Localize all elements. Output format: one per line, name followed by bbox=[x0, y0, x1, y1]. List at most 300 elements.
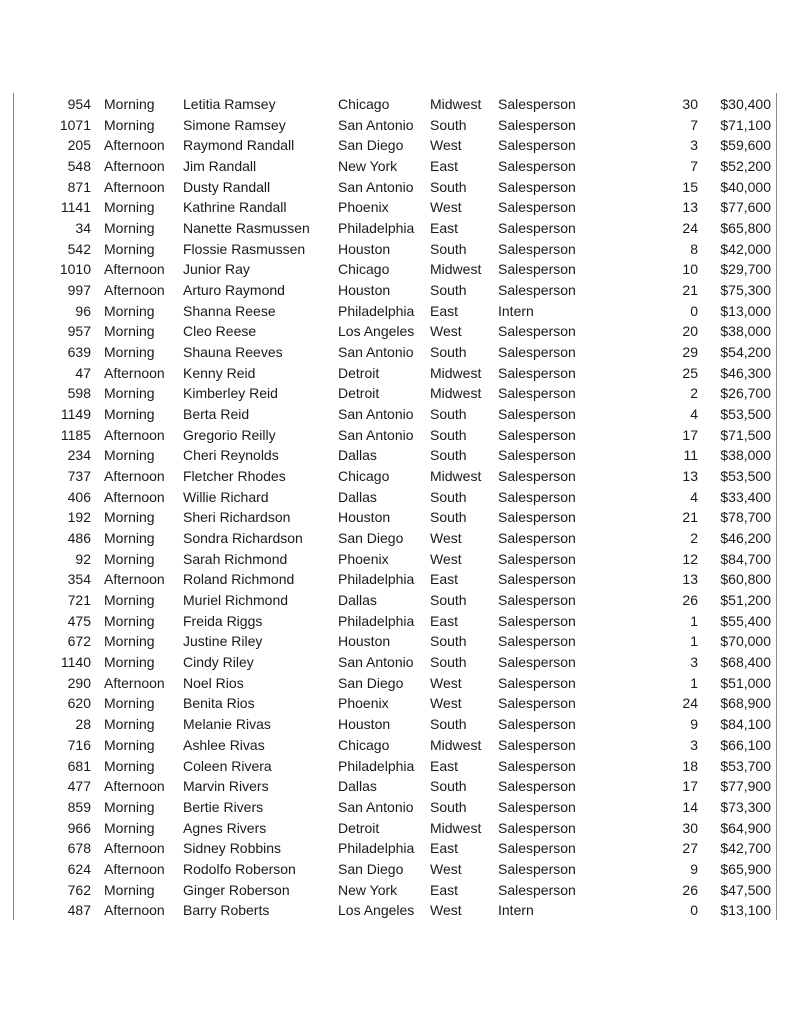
salary-cell: $54,200 bbox=[720, 344, 771, 361]
salary-cell: $29,700 bbox=[720, 261, 771, 278]
shift-cell: Afternoon bbox=[104, 364, 165, 381]
employee-name-cell: Agnes Rivers bbox=[183, 819, 267, 836]
salary-cell: $71,500 bbox=[720, 426, 771, 443]
employee-name-cell: Fletcher Rhodes bbox=[183, 468, 286, 485]
role-cell: Salesperson bbox=[498, 695, 576, 712]
city-cell: Houston bbox=[338, 282, 391, 299]
city-cell: San Antonio bbox=[338, 426, 414, 443]
role-cell: Salesperson bbox=[498, 798, 576, 815]
role-cell: Salesperson bbox=[498, 116, 576, 133]
salary-cell: $60,800 bbox=[720, 571, 771, 588]
region-cell: South bbox=[430, 240, 467, 257]
region-cell: South bbox=[430, 592, 467, 609]
city-cell: Detroit bbox=[338, 364, 380, 381]
years-cell: 21 bbox=[682, 509, 698, 526]
years-cell: 20 bbox=[682, 323, 698, 340]
shift-cell: Morning bbox=[104, 530, 155, 547]
shift-cell: Morning bbox=[104, 695, 155, 712]
city-cell: San Antonio bbox=[338, 178, 414, 195]
shift-cell: Morning bbox=[104, 881, 155, 898]
years-cell: 17 bbox=[682, 426, 698, 443]
city-cell: Los Angeles bbox=[338, 323, 415, 340]
city-cell: San Antonio bbox=[338, 344, 414, 361]
employee-name-cell: Cleo Reese bbox=[183, 323, 257, 340]
region-cell: South bbox=[430, 509, 467, 526]
employee-id-cell: 871 bbox=[67, 178, 91, 195]
shift-cell: Morning bbox=[104, 819, 155, 836]
employee-id-cell: 598 bbox=[67, 385, 91, 402]
city-cell: New York bbox=[338, 881, 398, 898]
region-cell: South bbox=[430, 447, 467, 464]
role-cell: Salesperson bbox=[498, 716, 576, 733]
city-cell: Philadelphia bbox=[338, 220, 415, 237]
region-cell: West bbox=[430, 860, 462, 877]
role-cell: Salesperson bbox=[498, 199, 576, 216]
city-cell: Detroit bbox=[338, 385, 380, 402]
salary-cell: $40,000 bbox=[720, 178, 771, 195]
role-cell: Salesperson bbox=[498, 344, 576, 361]
salary-cell: $68,400 bbox=[720, 654, 771, 671]
role-cell: Salesperson bbox=[498, 819, 576, 836]
employee-id-cell: 1071 bbox=[59, 116, 91, 133]
employee-name-cell: Sidney Robbins bbox=[183, 840, 282, 857]
city-cell: Houston bbox=[338, 633, 391, 650]
shift-cell: Morning bbox=[104, 116, 155, 133]
table-row bbox=[0, 156, 791, 177]
years-cell: 27 bbox=[682, 840, 698, 857]
employee-id-cell: 1010 bbox=[59, 261, 91, 278]
table-row bbox=[0, 611, 791, 632]
table-row bbox=[0, 259, 791, 280]
shift-cell: Afternoon bbox=[104, 178, 165, 195]
employee-name-cell: Coleen Rivera bbox=[183, 757, 272, 774]
salary-cell: $55,400 bbox=[720, 612, 771, 629]
employee-id-cell: 234 bbox=[67, 447, 91, 464]
region-cell: Midwest bbox=[430, 96, 482, 112]
employee-id-cell: 205 bbox=[67, 137, 91, 154]
role-cell: Intern bbox=[498, 302, 534, 319]
years-cell: 0 bbox=[690, 902, 698, 919]
salary-cell: $66,100 bbox=[720, 736, 771, 753]
table-row bbox=[0, 342, 791, 363]
employee-name-cell: Gregorio Reilly bbox=[183, 426, 276, 443]
employee-id-cell: 1185 bbox=[60, 426, 91, 443]
shift-cell: Morning bbox=[104, 757, 155, 774]
salary-cell: $51,000 bbox=[720, 674, 771, 691]
employee-name-cell: Ginger Roberson bbox=[183, 881, 290, 898]
region-cell: South bbox=[430, 344, 467, 361]
salary-cell: $84,100 bbox=[720, 716, 771, 733]
table-row bbox=[0, 466, 791, 487]
salary-cell: $13,100 bbox=[720, 902, 771, 919]
shift-cell: Morning bbox=[104, 447, 155, 464]
employee-id-cell: 92 bbox=[75, 550, 91, 567]
role-cell: Salesperson bbox=[498, 530, 576, 547]
shift-cell: Afternoon bbox=[104, 674, 165, 691]
table-row bbox=[0, 507, 791, 528]
role-cell: Salesperson bbox=[498, 778, 576, 795]
table-row bbox=[0, 569, 791, 590]
region-cell: South bbox=[430, 654, 467, 671]
salary-cell: $73,300 bbox=[720, 798, 771, 815]
role-cell: Salesperson bbox=[498, 550, 576, 567]
city-cell: Philadelphia bbox=[338, 840, 415, 857]
years-cell: 17 bbox=[682, 778, 698, 795]
shift-cell: Morning bbox=[104, 344, 155, 361]
years-cell: 21 bbox=[682, 282, 698, 299]
years-cell: 14 bbox=[682, 798, 698, 815]
salary-cell: $38,000 bbox=[720, 323, 771, 340]
employee-name-cell: Nanette Rasmussen bbox=[183, 220, 310, 237]
table-row bbox=[0, 714, 791, 735]
employee-id-cell: 1140 bbox=[60, 654, 91, 671]
shift-cell: Morning bbox=[104, 550, 155, 567]
employee-id-cell: 28 bbox=[75, 716, 91, 733]
region-cell: South bbox=[430, 406, 467, 423]
region-cell: South bbox=[430, 426, 467, 443]
role-cell: Salesperson bbox=[498, 674, 576, 691]
years-cell: 30 bbox=[682, 819, 698, 836]
region-cell: South bbox=[430, 716, 467, 733]
salary-cell: $13,000 bbox=[720, 302, 771, 319]
salary-cell: $46,300 bbox=[720, 364, 771, 381]
region-cell: Midwest bbox=[430, 468, 482, 485]
employee-name-cell: Benita Rios bbox=[183, 695, 255, 712]
salary-cell: $38,000 bbox=[720, 447, 771, 464]
shift-cell: Morning bbox=[104, 220, 155, 237]
city-cell: San Diego bbox=[338, 674, 404, 691]
region-cell: Midwest bbox=[430, 736, 482, 753]
table-row bbox=[0, 425, 791, 446]
table-row bbox=[0, 859, 791, 880]
role-cell: Salesperson bbox=[498, 612, 576, 629]
employee-name-cell: Bertie Rivers bbox=[183, 798, 264, 815]
shift-cell: Afternoon bbox=[104, 778, 165, 795]
region-cell: Midwest bbox=[430, 364, 482, 381]
shift-cell: Morning bbox=[104, 633, 155, 650]
region-cell: South bbox=[430, 778, 467, 795]
employee-name-cell: Freida Riggs bbox=[183, 612, 263, 629]
role-cell: Salesperson bbox=[498, 736, 576, 753]
city-cell: Chicago bbox=[338, 468, 390, 485]
role-cell: Salesperson bbox=[498, 282, 576, 299]
region-cell: East bbox=[430, 840, 459, 857]
years-cell: 29 bbox=[682, 344, 698, 361]
salary-cell: $59,600 bbox=[720, 137, 771, 154]
role-cell: Salesperson bbox=[498, 633, 576, 650]
shift-cell: Afternoon bbox=[104, 571, 165, 588]
employee-name-cell: Simone Ramsey bbox=[183, 116, 286, 133]
employee-name-cell: Melanie Rivas bbox=[183, 716, 271, 733]
table-row bbox=[0, 900, 791, 921]
years-cell: 24 bbox=[682, 695, 698, 712]
city-cell: Chicago bbox=[338, 261, 390, 278]
employee-id-cell: 639 bbox=[67, 344, 91, 361]
city-cell: San Antonio bbox=[338, 798, 414, 815]
table-row bbox=[0, 631, 791, 652]
region-cell: East bbox=[430, 757, 459, 774]
employee-id-cell: 624 bbox=[67, 860, 91, 877]
city-cell: Dallas bbox=[338, 592, 377, 609]
region-cell: South bbox=[430, 282, 467, 299]
role-cell: Salesperson bbox=[498, 881, 576, 898]
city-cell: Dallas bbox=[338, 488, 377, 505]
employee-table bbox=[0, 94, 791, 921]
employee-id-cell: 966 bbox=[67, 819, 91, 836]
salary-cell: $77,600 bbox=[720, 199, 771, 216]
years-cell: 8 bbox=[690, 240, 698, 257]
table-row bbox=[0, 218, 791, 239]
city-cell: San Antonio bbox=[338, 406, 414, 423]
salary-cell: $65,900 bbox=[720, 860, 771, 877]
employee-id-cell: 859 bbox=[67, 798, 91, 815]
employee-name-cell: Raymond Randall bbox=[183, 137, 295, 154]
employee-name-cell: Sondra Richardson bbox=[183, 530, 303, 547]
years-cell: 9 bbox=[690, 860, 698, 877]
salary-cell: $52,200 bbox=[720, 158, 771, 175]
role-cell: Salesperson bbox=[498, 468, 576, 485]
role-cell: Salesperson bbox=[498, 654, 576, 671]
employee-id-cell: 954 bbox=[67, 96, 91, 112]
salary-cell: $46,200 bbox=[720, 530, 771, 547]
region-cell: West bbox=[430, 695, 462, 712]
city-cell: San Antonio bbox=[338, 654, 414, 671]
role-cell: Salesperson bbox=[498, 509, 576, 526]
city-cell: Detroit bbox=[338, 819, 380, 836]
city-cell: Phoenix bbox=[338, 550, 389, 567]
years-cell: 11 bbox=[683, 447, 698, 464]
shift-cell: Afternoon bbox=[104, 488, 165, 505]
employee-name-cell: Shauna Reeves bbox=[183, 344, 283, 361]
shift-cell: Afternoon bbox=[104, 902, 165, 919]
employee-name-cell: Flossie Rasmussen bbox=[183, 240, 306, 257]
table-row bbox=[0, 115, 791, 136]
shift-cell: Afternoon bbox=[104, 282, 165, 299]
salary-cell: $53,700 bbox=[720, 757, 771, 774]
region-cell: West bbox=[430, 902, 462, 919]
salary-cell: $84,700 bbox=[720, 550, 771, 567]
table-row bbox=[0, 301, 791, 322]
table-row bbox=[0, 549, 791, 570]
years-cell: 2 bbox=[690, 530, 698, 547]
employee-name-cell: Sarah Richmond bbox=[183, 550, 288, 567]
city-cell: Philadelphia bbox=[338, 571, 415, 588]
city-cell: Houston bbox=[338, 240, 391, 257]
region-cell: Midwest bbox=[430, 385, 482, 402]
employee-id-cell: 762 bbox=[67, 881, 91, 898]
years-cell: 2 bbox=[690, 385, 698, 402]
years-cell: 7 bbox=[690, 158, 698, 175]
employee-id-cell: 716 bbox=[67, 736, 91, 753]
years-cell: 30 bbox=[682, 96, 698, 112]
role-cell: Salesperson bbox=[498, 571, 576, 588]
employee-id-cell: 737 bbox=[67, 468, 91, 485]
employee-id-cell: 192 bbox=[67, 509, 91, 526]
years-cell: 4 bbox=[690, 406, 698, 423]
city-cell: San Diego bbox=[338, 860, 404, 877]
shift-cell: Morning bbox=[104, 302, 155, 319]
region-cell: South bbox=[430, 116, 467, 133]
employee-id-cell: 47 bbox=[75, 364, 91, 381]
table-row bbox=[0, 94, 791, 115]
employee-name-cell: Kathrine Randall bbox=[183, 199, 287, 216]
table-row bbox=[0, 756, 791, 777]
years-cell: 10 bbox=[682, 261, 698, 278]
role-cell: Salesperson bbox=[498, 447, 576, 464]
table-row bbox=[0, 590, 791, 611]
employee-name-cell: Roland Richmond bbox=[183, 571, 295, 588]
employee-name-cell: Marvin Rivers bbox=[183, 778, 269, 795]
role-cell: Salesperson bbox=[498, 364, 576, 381]
city-cell: San Diego bbox=[338, 530, 404, 547]
role-cell: Salesperson bbox=[498, 137, 576, 154]
table-row bbox=[0, 321, 791, 342]
employee-id-cell: 672 bbox=[67, 633, 91, 650]
employee-name-cell: Kimberley Reid bbox=[183, 385, 278, 402]
years-cell: 0 bbox=[690, 302, 698, 319]
table-row bbox=[0, 673, 791, 694]
employee-name-cell: Kenny Reid bbox=[183, 364, 256, 381]
region-cell: East bbox=[430, 571, 459, 588]
employee-name-cell: Willie Richard bbox=[183, 488, 269, 505]
years-cell: 3 bbox=[690, 654, 698, 671]
salary-cell: $75,300 bbox=[720, 282, 771, 299]
employee-name-cell: Arturo Raymond bbox=[183, 282, 285, 299]
years-cell: 26 bbox=[682, 592, 698, 609]
role-cell: Salesperson bbox=[498, 220, 576, 237]
table-row bbox=[0, 528, 791, 549]
city-cell: Houston bbox=[338, 509, 391, 526]
table-row bbox=[0, 652, 791, 673]
table-row bbox=[0, 383, 791, 404]
table-row bbox=[0, 776, 791, 797]
table-row bbox=[0, 880, 791, 901]
employee-name-cell: Shanna Reese bbox=[183, 302, 276, 319]
table-row bbox=[0, 404, 791, 425]
employee-name-cell: Letitia Ramsey bbox=[183, 96, 276, 112]
table-row bbox=[0, 735, 791, 756]
salary-cell: $64,900 bbox=[720, 819, 771, 836]
table-row bbox=[0, 838, 791, 859]
region-cell: Midwest bbox=[430, 819, 482, 836]
salary-cell: $71,100 bbox=[720, 116, 771, 133]
role-cell: Intern bbox=[498, 902, 534, 919]
shift-cell: Afternoon bbox=[104, 426, 165, 443]
shift-cell: Afternoon bbox=[104, 468, 165, 485]
employee-id-cell: 548 bbox=[67, 158, 91, 175]
table-row bbox=[0, 177, 791, 198]
table-row bbox=[0, 197, 791, 218]
employee-id-cell: 1149 bbox=[60, 406, 91, 423]
table-row bbox=[0, 135, 791, 156]
employee-name-cell: Dusty Randall bbox=[183, 178, 271, 195]
shift-cell: Afternoon bbox=[104, 261, 165, 278]
role-cell: Salesperson bbox=[498, 261, 576, 278]
table-row bbox=[0, 693, 791, 714]
employee-id-cell: 96 bbox=[75, 302, 91, 319]
employee-id-cell: 997 bbox=[67, 282, 91, 299]
shift-cell: Morning bbox=[104, 612, 155, 629]
role-cell: Salesperson bbox=[498, 592, 576, 609]
employee-name-cell: Muriel Richmond bbox=[183, 592, 289, 609]
region-cell: West bbox=[430, 137, 462, 154]
employee-name-cell: Justine Riley bbox=[183, 633, 263, 650]
salary-cell: $53,500 bbox=[720, 468, 771, 485]
shift-cell: Morning bbox=[104, 716, 155, 733]
employee-id-cell: 354 bbox=[67, 571, 91, 588]
region-cell: East bbox=[430, 881, 459, 898]
city-cell: Philadelphia bbox=[338, 612, 415, 629]
city-cell: Phoenix bbox=[338, 695, 389, 712]
employee-name-cell: Junior Ray bbox=[183, 261, 250, 278]
shift-cell: Morning bbox=[104, 736, 155, 753]
employee-name-cell: Noel Rios bbox=[183, 674, 244, 691]
table-row bbox=[0, 818, 791, 839]
employee-id-cell: 477 bbox=[67, 778, 91, 795]
role-cell: Salesperson bbox=[498, 406, 576, 423]
salary-cell: $68,900 bbox=[720, 695, 771, 712]
shift-cell: Afternoon bbox=[104, 860, 165, 877]
city-cell: Dallas bbox=[338, 778, 377, 795]
region-cell: West bbox=[430, 323, 462, 340]
shift-cell: Morning bbox=[104, 199, 155, 216]
salary-cell: $26,700 bbox=[720, 385, 771, 402]
years-cell: 13 bbox=[682, 199, 698, 216]
table-row bbox=[0, 363, 791, 384]
years-cell: 12 bbox=[682, 550, 698, 567]
role-cell: Salesperson bbox=[498, 426, 576, 443]
salary-cell: $30,400 bbox=[720, 96, 771, 112]
years-cell: 13 bbox=[682, 468, 698, 485]
region-cell: South bbox=[430, 633, 467, 650]
role-cell: Salesperson bbox=[498, 158, 576, 175]
employee-name-cell: Cindy Riley bbox=[183, 654, 254, 671]
employee-name-cell: Berta Reid bbox=[183, 406, 250, 423]
employee-id-cell: 34 bbox=[75, 220, 91, 237]
role-cell: Salesperson bbox=[498, 96, 576, 112]
city-cell: Philadelphia bbox=[338, 757, 415, 774]
salary-cell: $42,000 bbox=[720, 240, 771, 257]
table-row bbox=[0, 239, 791, 260]
region-cell: West bbox=[430, 530, 462, 547]
shift-cell: Morning bbox=[104, 592, 155, 609]
table-row bbox=[0, 487, 791, 508]
employee-id-cell: 681 bbox=[67, 757, 91, 774]
table-row bbox=[0, 280, 791, 301]
years-cell: 4 bbox=[690, 488, 698, 505]
years-cell: 1 bbox=[690, 674, 698, 691]
region-cell: Midwest bbox=[430, 261, 482, 278]
salary-cell: $53,500 bbox=[720, 406, 771, 423]
role-cell: Salesperson bbox=[498, 840, 576, 857]
region-cell: East bbox=[430, 302, 459, 319]
years-cell: 13 bbox=[682, 571, 698, 588]
shift-cell: Morning bbox=[104, 509, 155, 526]
shift-cell: Afternoon bbox=[104, 158, 165, 175]
employee-name-cell: Rodolfo Roberson bbox=[183, 860, 296, 877]
role-cell: Salesperson bbox=[498, 757, 576, 774]
employee-name-cell: Ashlee Rivas bbox=[183, 736, 265, 753]
region-cell: South bbox=[430, 488, 467, 505]
years-cell: 26 bbox=[682, 881, 698, 898]
employee-id-cell: 290 bbox=[67, 674, 91, 691]
years-cell: 1 bbox=[690, 633, 698, 650]
employee-id-cell: 721 bbox=[67, 592, 91, 609]
employee-id-cell: 620 bbox=[67, 695, 91, 712]
city-cell: Chicago bbox=[338, 96, 390, 112]
region-cell: West bbox=[430, 674, 462, 691]
region-cell: South bbox=[430, 178, 467, 195]
